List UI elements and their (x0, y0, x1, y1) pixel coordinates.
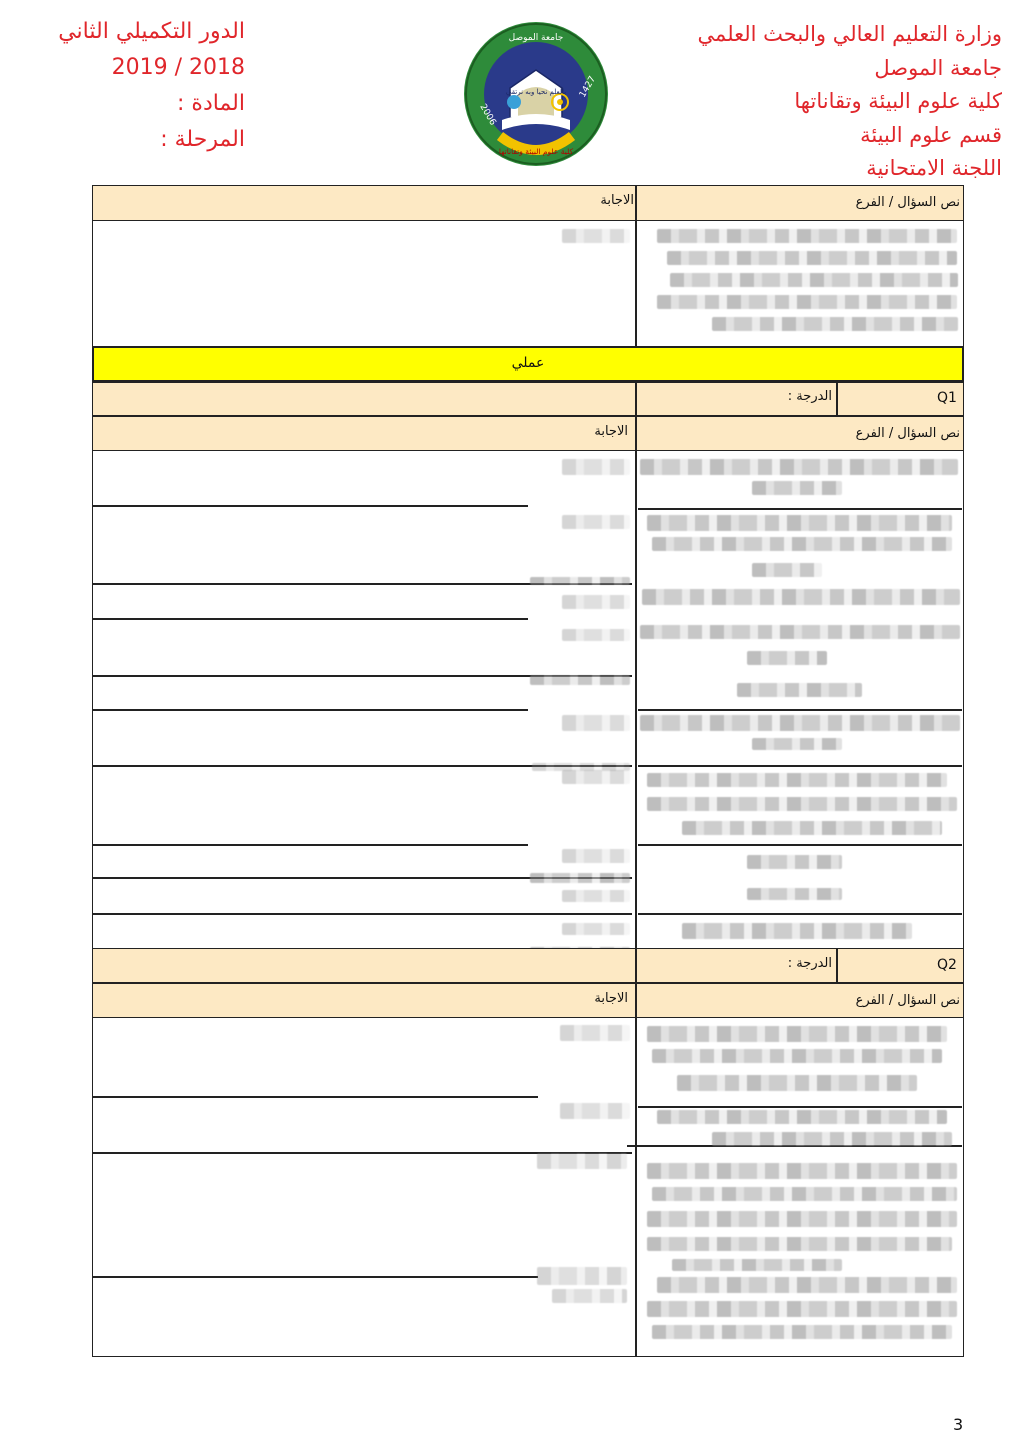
redacted-text (737, 683, 862, 697)
redacted-text (647, 1301, 957, 1317)
redacted-text (752, 481, 842, 495)
redacted-text (640, 459, 958, 475)
q1-header-row (92, 416, 964, 451)
section-title: عملي (511, 355, 545, 371)
q1-grade-label: الدرجة : (787, 389, 832, 404)
redacted-text (712, 317, 958, 331)
question-line (638, 709, 962, 711)
university-line: جامعة الموصل (874, 55, 1002, 80)
redacted-text (682, 923, 912, 939)
column-divider (635, 185, 637, 347)
exam-table (92, 185, 964, 1357)
svg-text:2006: 2006 (477, 102, 498, 128)
q1-question-header: نص السؤال / الفرع (855, 426, 960, 441)
department-line: قسم علوم البيئة (860, 122, 1002, 147)
ministry-line: وزارة التعليم العالي والبحث العلمي (697, 22, 1002, 46)
column-divider (635, 451, 637, 948)
svg-text:كلية علوم البيئة وتقاناتها: كلية علوم البيئة وتقاناتها (498, 147, 574, 156)
redacted-text (652, 1049, 942, 1063)
svg-text:بالعلم نحيا وبه نرتقي: بالعلم نحيا وبه نرتقي (505, 88, 567, 96)
redacted-text (562, 890, 630, 902)
redacted-text (652, 537, 952, 551)
redacted-text (640, 625, 960, 639)
exam-info-header (55, 14, 245, 158)
q1-grade-row (92, 382, 964, 416)
redacted-text (562, 629, 630, 641)
redacted-text (537, 1153, 627, 1169)
svg-text:1427: 1427 (577, 74, 599, 100)
redacted-text (530, 577, 630, 585)
q2-question-header: نص السؤال / الفرع (855, 993, 960, 1008)
column-divider (635, 983, 637, 1018)
redacted-text (682, 821, 942, 835)
answer-line (92, 1096, 538, 1098)
redacted-text (652, 1187, 957, 1201)
column-divider (635, 382, 637, 416)
q2-header-row (92, 983, 964, 1018)
redacted-text (652, 1325, 952, 1339)
q2-answer-header: الاجابة (594, 991, 628, 1006)
subject-label: المادة : (177, 91, 245, 116)
redacted-text (562, 515, 630, 529)
top-header-row (92, 185, 964, 221)
redacted-text (642, 589, 960, 605)
redacted-text (562, 849, 630, 863)
redacted-text (677, 1075, 917, 1091)
redacted-text (657, 1277, 957, 1293)
redacted-text (647, 515, 952, 531)
redacted-text (640, 715, 960, 731)
answer-header: الاجابة (600, 193, 634, 208)
redacted-text (562, 459, 630, 475)
committee-line: اللجنة الامتحانية (866, 156, 1002, 180)
grade-divider (836, 948, 838, 983)
redacted-text (530, 873, 630, 883)
redacted-text (747, 651, 827, 665)
answer-line (92, 618, 528, 620)
answer-line (92, 913, 632, 915)
college-line: كلية علوم البيئة وتقاناتها (794, 89, 1002, 113)
redacted-text (647, 797, 957, 811)
question-line (638, 844, 962, 846)
question-line (638, 508, 962, 510)
redacted-text (670, 273, 958, 287)
redacted-text (647, 1163, 957, 1179)
stage-label: المرحلة : (160, 127, 245, 152)
ministry-header (698, 18, 1002, 186)
redacted-text (530, 675, 630, 685)
exam-round: الدور التكميلي الثاني (58, 19, 245, 44)
redacted-text (560, 1025, 630, 1041)
q2-label: Q2 (937, 957, 957, 973)
column-divider (635, 416, 637, 451)
redacted-text (552, 1289, 627, 1303)
q1-label: Q1 (937, 390, 957, 406)
university-logo (462, 18, 610, 170)
redacted-text (657, 1110, 947, 1124)
redacted-text (562, 595, 630, 609)
redacted-text (747, 855, 842, 869)
redacted-text (562, 923, 630, 935)
redacted-text (747, 888, 842, 900)
redacted-text (647, 773, 947, 787)
redacted-text (647, 1211, 957, 1227)
q2-grade-label: الدرجة : (787, 956, 832, 971)
svg-text:جامعة الموصل: جامعة الموصل (508, 33, 564, 43)
column-divider (635, 948, 637, 983)
answer-line (92, 505, 528, 507)
redacted-text (752, 563, 822, 577)
page-number: 3 (953, 1415, 964, 1434)
redacted-text (537, 1267, 627, 1285)
answer-line (92, 844, 528, 846)
answer-line (92, 709, 528, 711)
redacted-text (562, 229, 630, 243)
answer-line (92, 1276, 538, 1278)
redacted-text (657, 229, 957, 243)
question-line (638, 1106, 962, 1108)
redacted-text (657, 295, 957, 309)
academic-year: 2019 / 2018 (111, 55, 245, 80)
redacted-text (647, 1237, 952, 1251)
redacted-text (752, 738, 842, 750)
q2-grade-row (92, 948, 964, 983)
grade-divider (836, 382, 838, 416)
redacted-text (562, 770, 630, 784)
column-divider (635, 1018, 637, 1357)
redacted-text (560, 1103, 630, 1119)
question-line (638, 913, 962, 915)
question-line (638, 765, 962, 767)
redacted-text (667, 251, 957, 265)
redacted-text (562, 715, 630, 731)
redacted-text (712, 1132, 952, 1146)
redacted-text (647, 1026, 947, 1042)
question-text-header: نص السؤال / الفرع (855, 195, 960, 210)
q1-answer-header: الاجابة (594, 424, 628, 439)
redacted-text (672, 1259, 842, 1271)
